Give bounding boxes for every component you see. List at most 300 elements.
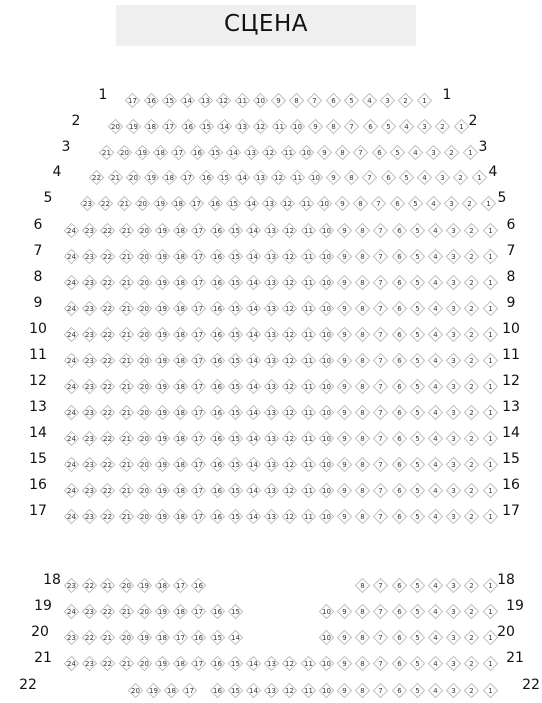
seat[interactable]	[209, 430, 225, 446]
seat[interactable]	[191, 629, 207, 645]
seat[interactable]	[289, 92, 305, 108]
seat[interactable]	[428, 248, 444, 264]
seat[interactable]	[173, 222, 189, 238]
seat[interactable]	[464, 482, 480, 498]
seat[interactable]	[171, 144, 187, 160]
seat[interactable]	[136, 482, 152, 498]
seat[interactable]	[373, 508, 389, 524]
seat[interactable]	[373, 430, 389, 446]
seat[interactable]	[300, 326, 316, 342]
seat[interactable]	[373, 682, 389, 698]
seat[interactable]	[80, 195, 96, 211]
seat[interactable]	[446, 378, 462, 394]
seat[interactable]	[216, 92, 232, 108]
seat[interactable]	[136, 274, 152, 290]
seat[interactable]	[64, 430, 80, 446]
seat[interactable]	[391, 222, 407, 238]
seat[interactable]	[136, 326, 152, 342]
seat[interactable]	[227, 222, 243, 238]
seat[interactable]	[482, 248, 498, 264]
seat[interactable]	[417, 118, 433, 134]
seat[interactable]	[337, 352, 353, 368]
seat[interactable]	[209, 378, 225, 394]
seat[interactable]	[64, 655, 80, 671]
seat[interactable]	[446, 629, 462, 645]
seat[interactable]	[398, 169, 414, 185]
seat[interactable]	[246, 352, 262, 368]
seat[interactable]	[409, 456, 425, 472]
seat[interactable]	[337, 456, 353, 472]
seat[interactable]	[391, 274, 407, 290]
seat[interactable]	[100, 603, 116, 619]
seat[interactable]	[282, 248, 298, 264]
seat[interactable]	[282, 300, 298, 316]
seat[interactable]	[209, 629, 225, 645]
seat[interactable]	[82, 577, 98, 593]
seat[interactable]	[144, 169, 160, 185]
seat[interactable]	[300, 378, 316, 394]
seat[interactable]	[446, 222, 462, 238]
seat[interactable]	[318, 404, 334, 420]
seat[interactable]	[300, 430, 316, 446]
seat[interactable]	[355, 577, 371, 593]
seat[interactable]	[227, 655, 243, 671]
seat[interactable]	[428, 222, 444, 238]
seat[interactable]	[82, 508, 98, 524]
seat[interactable]	[300, 222, 316, 238]
seat[interactable]	[155, 456, 171, 472]
seat[interactable]	[100, 326, 116, 342]
seat[interactable]	[155, 482, 171, 498]
seat[interactable]	[399, 118, 415, 134]
seat[interactable]	[409, 352, 425, 368]
seat[interactable]	[125, 92, 141, 108]
seat[interactable]	[264, 404, 280, 420]
seat[interactable]	[464, 603, 480, 619]
seat[interactable]	[209, 300, 225, 316]
seat[interactable]	[428, 456, 444, 472]
seat[interactable]	[271, 169, 287, 185]
seat[interactable]	[136, 577, 152, 593]
seat[interactable]	[209, 508, 225, 524]
seat[interactable]	[373, 404, 389, 420]
seat[interactable]	[373, 326, 389, 342]
seat[interactable]	[464, 404, 480, 420]
seat[interactable]	[428, 326, 444, 342]
seat[interactable]	[191, 248, 207, 264]
seat[interactable]	[264, 248, 280, 264]
seat[interactable]	[355, 682, 371, 698]
seat[interactable]	[264, 456, 280, 472]
seat[interactable]	[64, 482, 80, 498]
seat[interactable]	[173, 603, 189, 619]
seat[interactable]	[118, 655, 134, 671]
seat[interactable]	[100, 430, 116, 446]
seat[interactable]	[227, 274, 243, 290]
seat[interactable]	[373, 378, 389, 394]
seat[interactable]	[246, 682, 262, 698]
seat[interactable]	[362, 118, 378, 134]
seat[interactable]	[373, 352, 389, 368]
seat[interactable]	[155, 430, 171, 446]
seat[interactable]	[180, 118, 196, 134]
seat[interactable]	[64, 456, 80, 472]
seat[interactable]	[64, 508, 80, 524]
seat[interactable]	[362, 169, 378, 185]
seat[interactable]	[300, 655, 316, 671]
seat[interactable]	[155, 508, 171, 524]
seat[interactable]	[136, 603, 152, 619]
seat[interactable]	[173, 655, 189, 671]
seat[interactable]	[482, 404, 498, 420]
seat[interactable]	[464, 378, 480, 394]
seat[interactable]	[282, 404, 298, 420]
seat[interactable]	[191, 603, 207, 619]
seat[interactable]	[464, 326, 480, 342]
seat[interactable]	[373, 629, 389, 645]
seat[interactable]	[355, 326, 371, 342]
seat[interactable]	[282, 222, 298, 238]
seat[interactable]	[246, 430, 262, 446]
seat[interactable]	[482, 482, 498, 498]
seat[interactable]	[171, 195, 187, 211]
seat[interactable]	[209, 482, 225, 498]
seat[interactable]	[444, 195, 460, 211]
seat[interactable]	[353, 144, 369, 160]
seat[interactable]	[428, 682, 444, 698]
seat[interactable]	[127, 682, 143, 698]
seat[interactable]	[464, 222, 480, 238]
seat[interactable]	[409, 655, 425, 671]
seat[interactable]	[391, 456, 407, 472]
seat[interactable]	[318, 508, 334, 524]
seat[interactable]	[326, 118, 342, 134]
seat[interactable]	[191, 378, 207, 394]
seat[interactable]	[464, 274, 480, 290]
seat[interactable]	[100, 508, 116, 524]
seat[interactable]	[337, 378, 353, 394]
seat[interactable]	[325, 92, 341, 108]
seat[interactable]	[446, 430, 462, 446]
seat[interactable]	[355, 430, 371, 446]
seat[interactable]	[362, 92, 378, 108]
seat[interactable]	[435, 169, 451, 185]
seat[interactable]	[207, 144, 223, 160]
seat[interactable]	[100, 629, 116, 645]
seat[interactable]	[207, 195, 223, 211]
seat[interactable]	[209, 603, 225, 619]
seat[interactable]	[482, 508, 498, 524]
seat[interactable]	[391, 482, 407, 498]
seat[interactable]	[482, 352, 498, 368]
seat[interactable]	[155, 222, 171, 238]
seat[interactable]	[282, 352, 298, 368]
seat[interactable]	[355, 404, 371, 420]
seat[interactable]	[118, 274, 134, 290]
seat[interactable]	[371, 144, 387, 160]
seat[interactable]	[225, 195, 241, 211]
seat[interactable]	[118, 629, 134, 645]
seat[interactable]	[264, 326, 280, 342]
seat[interactable]	[464, 629, 480, 645]
seat[interactable]	[482, 326, 498, 342]
seat[interactable]	[82, 326, 98, 342]
seat[interactable]	[446, 274, 462, 290]
seat[interactable]	[337, 682, 353, 698]
seat[interactable]	[264, 300, 280, 316]
seat[interactable]	[335, 195, 351, 211]
seat[interactable]	[355, 482, 371, 498]
seat[interactable]	[482, 378, 498, 394]
seat[interactable]	[162, 118, 178, 134]
seat[interactable]	[161, 92, 177, 108]
seat[interactable]	[136, 404, 152, 420]
seat[interactable]	[227, 352, 243, 368]
seat[interactable]	[191, 508, 207, 524]
seat[interactable]	[282, 456, 298, 472]
seat[interactable]	[227, 682, 243, 698]
seat[interactable]	[446, 682, 462, 698]
seat[interactable]	[173, 326, 189, 342]
seat[interactable]	[155, 603, 171, 619]
seat[interactable]	[82, 482, 98, 498]
seat[interactable]	[209, 352, 225, 368]
seat[interactable]	[82, 404, 98, 420]
seat[interactable]	[355, 248, 371, 264]
seat[interactable]	[246, 274, 262, 290]
seat[interactable]	[317, 144, 333, 160]
seat[interactable]	[118, 603, 134, 619]
seat[interactable]	[300, 508, 316, 524]
seat[interactable]	[300, 352, 316, 368]
seat[interactable]	[246, 378, 262, 394]
seat[interactable]	[389, 195, 405, 211]
seat[interactable]	[100, 655, 116, 671]
seat[interactable]	[344, 118, 360, 134]
seat[interactable]	[100, 577, 116, 593]
seat[interactable]	[482, 603, 498, 619]
seat[interactable]	[82, 430, 98, 446]
seat[interactable]	[428, 577, 444, 593]
seat[interactable]	[337, 603, 353, 619]
seat[interactable]	[271, 92, 287, 108]
seat[interactable]	[464, 682, 480, 698]
seat[interactable]	[209, 682, 225, 698]
seat[interactable]	[136, 655, 152, 671]
seat[interactable]	[318, 274, 334, 290]
seat[interactable]	[300, 300, 316, 316]
seat[interactable]	[264, 508, 280, 524]
seat[interactable]	[391, 352, 407, 368]
seat[interactable]	[209, 222, 225, 238]
seat[interactable]	[380, 92, 396, 108]
seat[interactable]	[409, 577, 425, 593]
seat[interactable]	[391, 404, 407, 420]
seat[interactable]	[64, 326, 80, 342]
seat[interactable]	[118, 482, 134, 498]
seat[interactable]	[464, 352, 480, 368]
seat[interactable]	[337, 326, 353, 342]
seat[interactable]	[391, 378, 407, 394]
seat[interactable]	[337, 629, 353, 645]
seat[interactable]	[82, 248, 98, 264]
seat[interactable]	[428, 655, 444, 671]
seat[interactable]	[391, 248, 407, 264]
seat[interactable]	[82, 655, 98, 671]
seat[interactable]	[380, 169, 396, 185]
seat[interactable]	[373, 456, 389, 472]
seat[interactable]	[143, 92, 159, 108]
seat[interactable]	[482, 222, 498, 238]
seat[interactable]	[391, 300, 407, 316]
seat[interactable]	[446, 603, 462, 619]
seat[interactable]	[246, 222, 262, 238]
seat[interactable]	[318, 682, 334, 698]
seat[interactable]	[82, 378, 98, 394]
seat[interactable]	[191, 456, 207, 472]
seat[interactable]	[155, 352, 171, 368]
seat[interactable]	[82, 274, 98, 290]
seat[interactable]	[155, 326, 171, 342]
seat[interactable]	[246, 300, 262, 316]
seat[interactable]	[264, 352, 280, 368]
seat[interactable]	[482, 682, 498, 698]
seat[interactable]	[482, 456, 498, 472]
seat[interactable]	[373, 248, 389, 264]
seat[interactable]	[373, 603, 389, 619]
seat[interactable]	[136, 222, 152, 238]
seat[interactable]	[428, 629, 444, 645]
seat[interactable]	[82, 300, 98, 316]
seat[interactable]	[82, 629, 98, 645]
seat[interactable]	[173, 482, 189, 498]
seat[interactable]	[173, 577, 189, 593]
seat[interactable]	[173, 378, 189, 394]
seat[interactable]	[136, 352, 152, 368]
seat[interactable]	[355, 655, 371, 671]
seat[interactable]	[409, 222, 425, 238]
seat[interactable]	[355, 629, 371, 645]
seat[interactable]	[316, 195, 332, 211]
seat[interactable]	[155, 629, 171, 645]
seat[interactable]	[373, 655, 389, 671]
seat[interactable]	[444, 144, 460, 160]
seat[interactable]	[326, 169, 342, 185]
seat[interactable]	[118, 300, 134, 316]
seat[interactable]	[173, 352, 189, 368]
seat[interactable]	[191, 577, 207, 593]
seat[interactable]	[227, 603, 243, 619]
seat[interactable]	[155, 378, 171, 394]
seat[interactable]	[180, 92, 196, 108]
seat[interactable]	[464, 430, 480, 446]
seat[interactable]	[391, 603, 407, 619]
seat[interactable]	[391, 577, 407, 593]
seat[interactable]	[235, 118, 251, 134]
seat[interactable]	[282, 326, 298, 342]
seat[interactable]	[282, 508, 298, 524]
seat[interactable]	[118, 508, 134, 524]
seat[interactable]	[100, 456, 116, 472]
seat[interactable]	[428, 508, 444, 524]
seat[interactable]	[118, 326, 134, 342]
seat[interactable]	[191, 430, 207, 446]
seat[interactable]	[426, 195, 442, 211]
seat[interactable]	[300, 404, 316, 420]
seat[interactable]	[282, 274, 298, 290]
seat[interactable]	[125, 169, 141, 185]
seat[interactable]	[355, 222, 371, 238]
seat[interactable]	[435, 118, 451, 134]
seat[interactable]	[409, 629, 425, 645]
seat[interactable]	[209, 274, 225, 290]
seat[interactable]	[64, 404, 80, 420]
seat[interactable]	[335, 144, 351, 160]
seat[interactable]	[136, 508, 152, 524]
seat[interactable]	[282, 482, 298, 498]
seat[interactable]	[198, 92, 214, 108]
seat[interactable]	[409, 378, 425, 394]
seat[interactable]	[155, 577, 171, 593]
seat[interactable]	[107, 118, 123, 134]
seat[interactable]	[409, 300, 425, 316]
seat[interactable]	[318, 352, 334, 368]
seat[interactable]	[146, 682, 162, 698]
seat[interactable]	[107, 169, 123, 185]
seat[interactable]	[262, 144, 278, 160]
seat[interactable]	[462, 195, 478, 211]
seat[interactable]	[446, 456, 462, 472]
seat[interactable]	[82, 456, 98, 472]
seat[interactable]	[264, 482, 280, 498]
seat[interactable]	[253, 169, 269, 185]
seat[interactable]	[189, 144, 205, 160]
seat[interactable]	[180, 169, 196, 185]
seat[interactable]	[337, 300, 353, 316]
seat[interactable]	[355, 456, 371, 472]
seat[interactable]	[300, 274, 316, 290]
seat[interactable]	[227, 404, 243, 420]
seat[interactable]	[391, 682, 407, 698]
seat[interactable]	[116, 144, 132, 160]
seat[interactable]	[343, 92, 359, 108]
seat[interactable]	[64, 629, 80, 645]
seat[interactable]	[355, 352, 371, 368]
seat[interactable]	[155, 655, 171, 671]
seat[interactable]	[155, 300, 171, 316]
seat[interactable]	[409, 274, 425, 290]
seat[interactable]	[428, 300, 444, 316]
seat[interactable]	[344, 169, 360, 185]
seat[interactable]	[227, 482, 243, 498]
seat[interactable]	[246, 248, 262, 264]
seat[interactable]	[308, 118, 324, 134]
seat[interactable]	[409, 603, 425, 619]
seat[interactable]	[253, 118, 269, 134]
seat[interactable]	[264, 378, 280, 394]
seat[interactable]	[264, 222, 280, 238]
seat[interactable]	[391, 655, 407, 671]
seat[interactable]	[173, 430, 189, 446]
seat[interactable]	[136, 629, 152, 645]
seat[interactable]	[198, 118, 214, 134]
seat[interactable]	[118, 222, 134, 238]
seat[interactable]	[482, 655, 498, 671]
seat[interactable]	[100, 274, 116, 290]
seat[interactable]	[191, 326, 207, 342]
seat[interactable]	[428, 482, 444, 498]
seat[interactable]	[191, 655, 207, 671]
